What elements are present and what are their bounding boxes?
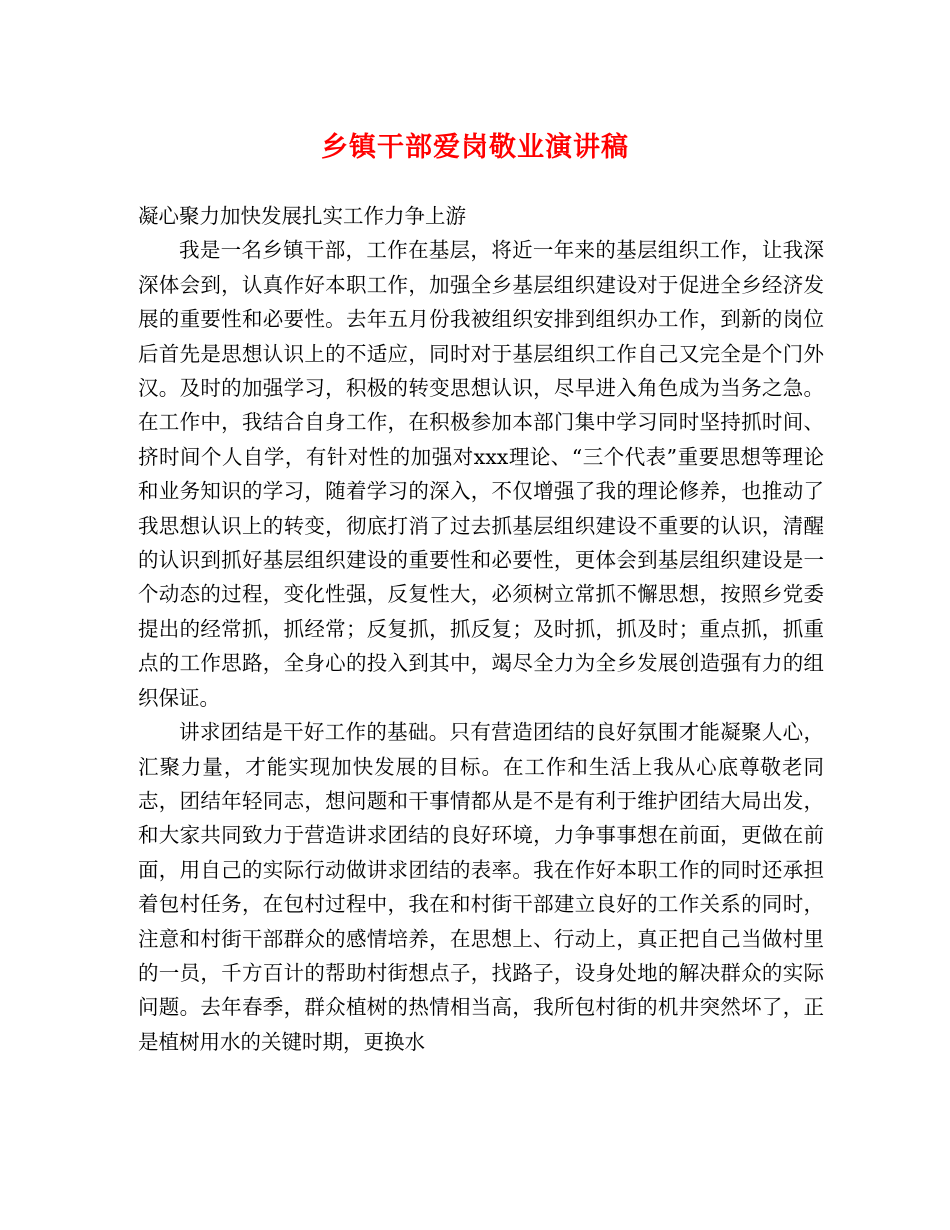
- body-paragraph-2: 讲求团结是干好工作的基础。只有营造团结的良好氛围才能凝聚人心，汇聚力量，才能实现加快发展的目标。在工作和生活上我从心底尊敬老同志，团结年轻同志，想问题和干事情都从是不是有利于维护团结大局出发，和大家共同致力于营造讲求团结的良好环境，力争事事想在前面，更做在前面，用自己的实际行动做讲求团结的表率。我在作好本职工作的同时还承担着包村任务，在包村过程中，我在和村街干部建立良好的工作关系的同时，注意和村街干部群众的感情培养，在思想上、行动上，真正把自己当做村里的一员，千方百计的帮助村街想点子，找路子，设身处地的解决群众的实际问题。去年春季，群众植树的热情相当高，我所包村街的机井突然坏了，正是植树用水的关键时期，更换水: [138, 720, 824, 1054]
- document-body: [138, 199, 824, 1059]
- document-title: 乡镇干部爱岗敬业演讲稿: [321, 132, 629, 163]
- body-paragraph-1: 我是一名乡镇干部，工作在基层，将近一年来的基层组织工作，让我深深体会到，认真作好本职工作，加强全乡基层组织建设对于促进全乡经济发展的重要性和必要性。去年五月份我被组织安排到组织办工作，到新的岗位后首先是思想认识上的不适应，同时对于基层组织工作自己又完全是个门外汉。及时的加强学习，积极的转变思想认识，尽早进入角色成为当务之急。在工作中，我结合自身工作，在积极参加本部门集中学习同时坚持抓时间、挤时间个人自学，有针对性的加强对xxx理论、“三个代表”重要思想等理论和业务知识的学习，随着学习的深入，不仅增强了我的理论修养，也推动了我思想认识上的转变，彻底打消了过去抓基层组织建设不重要的认识，清醒的认识到抓好基层组织建设的重要性和必要性，更体会到基层组织建设是一个动态的过程，变化性强，反复性大，必须树立常抓不懈思想，按照乡党委提出的经常抓，抓经常；反复抓，抓反复；及时抓，抓及时；重点抓，抓重点的工作思路，全身心的投入到其中，竭尽全力为全乡发展创造强有力的组织保证。: [138, 238, 824, 710]
- document-subtitle: 凝心聚力加快发展扎实工作力争上游: [138, 204, 466, 228]
